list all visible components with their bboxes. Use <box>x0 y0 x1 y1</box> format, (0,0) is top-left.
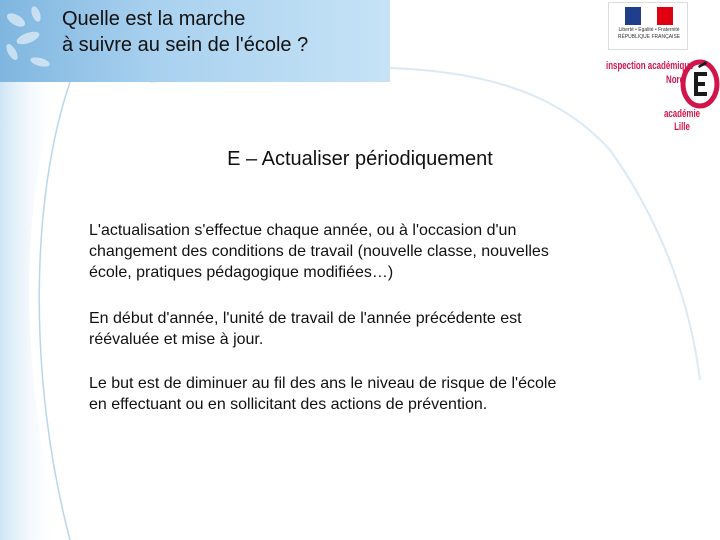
paragraph-actualisation <box>89 220 649 283</box>
academie-lille-label: académie Lille <box>663 108 701 133</box>
inspection-academique-label: inspection académique <box>606 60 694 72</box>
paragraph-line: en effectuant ou en sollicitant des actions de prévention. <box>89 396 488 413</box>
title-line-1: Quelle est la marche <box>62 8 246 30</box>
paragraph-line: L'actualisation s'effectue chaque année, ou à l'occasion d'un <box>89 222 517 239</box>
logo-area <box>606 0 720 140</box>
paragraph-but <box>89 373 649 415</box>
paragraph-debut-annee <box>89 308 649 350</box>
paragraph-line: Le but est de diminuer au fil des ans le niveau de risque de l'école <box>89 375 557 392</box>
title-line-2: à suivre au sein de l'école ? <box>62 34 309 56</box>
section-heading: E – Actualiser périodiquement <box>227 148 493 170</box>
republique-francaise-logo <box>608 2 688 50</box>
title-banner <box>0 0 390 82</box>
paragraph-line: réévaluée et mise à jour. <box>89 331 264 348</box>
paragraph-line: école, pratiques pédagogique modifiées…) <box>89 264 394 281</box>
nord-label: Nord <box>666 74 685 86</box>
french-flag-icon <box>625 7 673 25</box>
republique-logo-text: Liberté • Égalité • Fraternité RÉPUBLIQUE FRANÇAISE <box>617 27 681 40</box>
page-title <box>62 6 308 58</box>
paragraph-line: En début d'année, l'unité de travail de l'année précédente est <box>89 310 522 327</box>
paragraph-line: changement des conditions de travail (nouvelle classe, nouvelles <box>89 243 549 260</box>
flower-decoration-icon <box>0 0 60 82</box>
academie-e-logo-icon <box>680 54 720 110</box>
